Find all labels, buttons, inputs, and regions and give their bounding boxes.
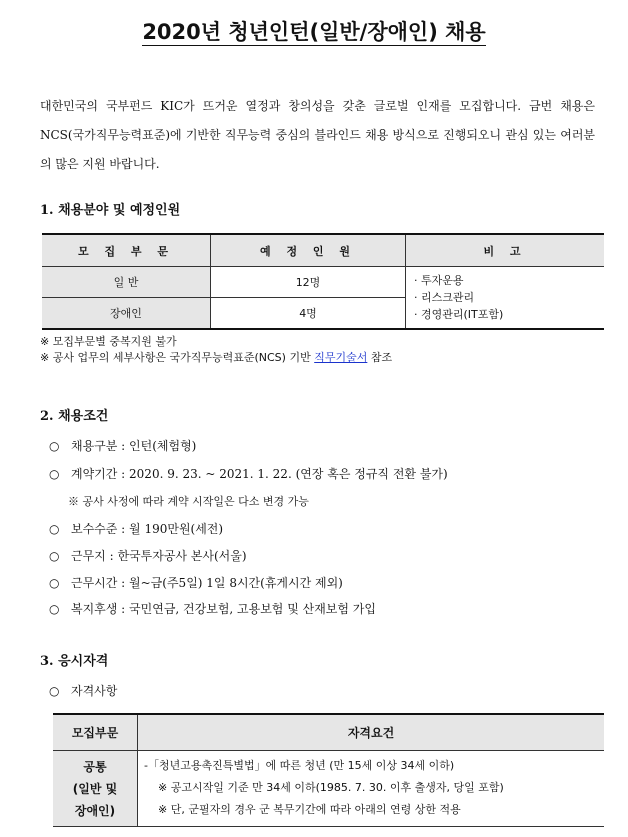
section3-heading: 3. 응시자격 bbox=[40, 654, 109, 669]
job-description-link[interactable]: 직무기술서 bbox=[314, 351, 368, 364]
category-line: 장애인) bbox=[74, 803, 116, 818]
bullet-circle: ○ bbox=[49, 522, 60, 536]
header-requirement: 자격요건 bbox=[138, 714, 605, 751]
count-general: 12명 bbox=[211, 267, 406, 298]
bullet-circle: ○ bbox=[49, 549, 60, 563]
item-text: 채용구분 : 인턴(체험형) bbox=[71, 439, 197, 453]
list-item bbox=[49, 520, 223, 537]
section1-heading: 1. 채용분야 및 예정인원 bbox=[40, 203, 181, 218]
header-count: 예 정 인 원 bbox=[211, 234, 406, 267]
header-note: 비 고 bbox=[406, 234, 605, 267]
category-line: (일반 및 bbox=[72, 781, 118, 796]
requirement-line: -「청년고용촉진특별법」에 따른 청년 (만 15세 이상 34세 이하) bbox=[144, 759, 455, 772]
list-item bbox=[49, 600, 376, 617]
positions-note bbox=[406, 267, 605, 330]
qualification-header-row bbox=[53, 714, 604, 751]
count-disabled: 4명 bbox=[211, 298, 406, 330]
contract-sub-note: ※ 공사 사정에 따라 계약 시작일은 다소 변경 가능 bbox=[68, 495, 309, 508]
positions-table bbox=[42, 233, 604, 330]
item-text: 복지후생 : 국민연금, 건강보험, 고용보험 및 산재보험 가입 bbox=[71, 602, 376, 616]
item-text: 근무시간 : 월~금(주5일) 1일 8시간(휴게시간 제외) bbox=[71, 576, 343, 590]
note-line: · 경영관리(IT포함) bbox=[414, 308, 504, 321]
positions-header-row bbox=[42, 234, 604, 267]
qualification-table bbox=[53, 713, 604, 827]
note-line: · 리스크관리 bbox=[414, 291, 475, 304]
requirement-line: ※ 공고시작일 기준 만 34세 이하(1985. 7. 30. 이후 출생자, 당일 포함) bbox=[158, 781, 504, 794]
bullet-circle: ○ bbox=[49, 602, 60, 616]
list-item bbox=[49, 682, 117, 699]
requirement-cell bbox=[138, 751, 605, 827]
header-category: 모집부문 bbox=[53, 714, 138, 751]
footnote-duplicate: ※ 모집부문별 중복지원 불가 bbox=[40, 335, 177, 348]
footnote-ncs-suffix: 참조 bbox=[367, 351, 393, 364]
item-text: 근무지 : 한국투자공사 본사(서울) bbox=[71, 549, 247, 563]
list-item bbox=[49, 574, 343, 591]
category-general: 일 반 bbox=[42, 267, 211, 298]
list-item bbox=[49, 437, 196, 454]
item-text: 보수수준 : 월 190만원(세전) bbox=[71, 522, 224, 536]
bullet-circle: ○ bbox=[49, 684, 60, 698]
bullet-circle: ○ bbox=[49, 439, 60, 453]
requirement-line: ※ 단, 군필자의 경우 군 복무기간에 따라 아래의 연령 상한 적용 bbox=[158, 803, 461, 816]
category-disabled: 장애인 bbox=[42, 298, 211, 330]
category-line: 공통 bbox=[83, 759, 107, 774]
item-text: 자격사항 bbox=[71, 684, 118, 698]
item-text: 계약기간 : 2020. 9. 23. ~ 2021. 1. 22. (연장 혹은 정규직 전환 불가) bbox=[71, 467, 448, 481]
bullet-circle: ○ bbox=[49, 467, 60, 481]
intro-paragraph: 대한민국의 국부펀드 KIC가 뜨거운 열정과 창의성을 갖춘 글로벌 인재를 모집합니다. 금번 채용은 NCS(국가직무능력표준)에 기반한 직무능력 중심의 블라인드 채용 방식으로 진행되오니 관심 있는 여러분의 많은 지원 바랍니다. bbox=[40, 99, 595, 171]
category-common bbox=[53, 751, 138, 827]
table-row bbox=[53, 751, 604, 827]
list-item bbox=[49, 547, 247, 564]
page-title bbox=[0, 16, 628, 46]
title-text: 2020년 청년인턴(일반/장애인) 채용 bbox=[142, 20, 486, 44]
list-item bbox=[49, 465, 448, 482]
footnote-ncs-prefix: ※ 공사 업무의 세부사항은 국가직무능력표준(NCS) 기반 bbox=[40, 351, 315, 364]
section2-heading: 2. 채용조건 bbox=[40, 409, 109, 424]
note-line: · 투자운용 bbox=[414, 274, 464, 287]
bullet-circle: ○ bbox=[49, 576, 60, 590]
footnote-ncs bbox=[40, 350, 392, 365]
header-category: 모 집 부 문 bbox=[42, 234, 211, 267]
table-row bbox=[42, 267, 604, 298]
